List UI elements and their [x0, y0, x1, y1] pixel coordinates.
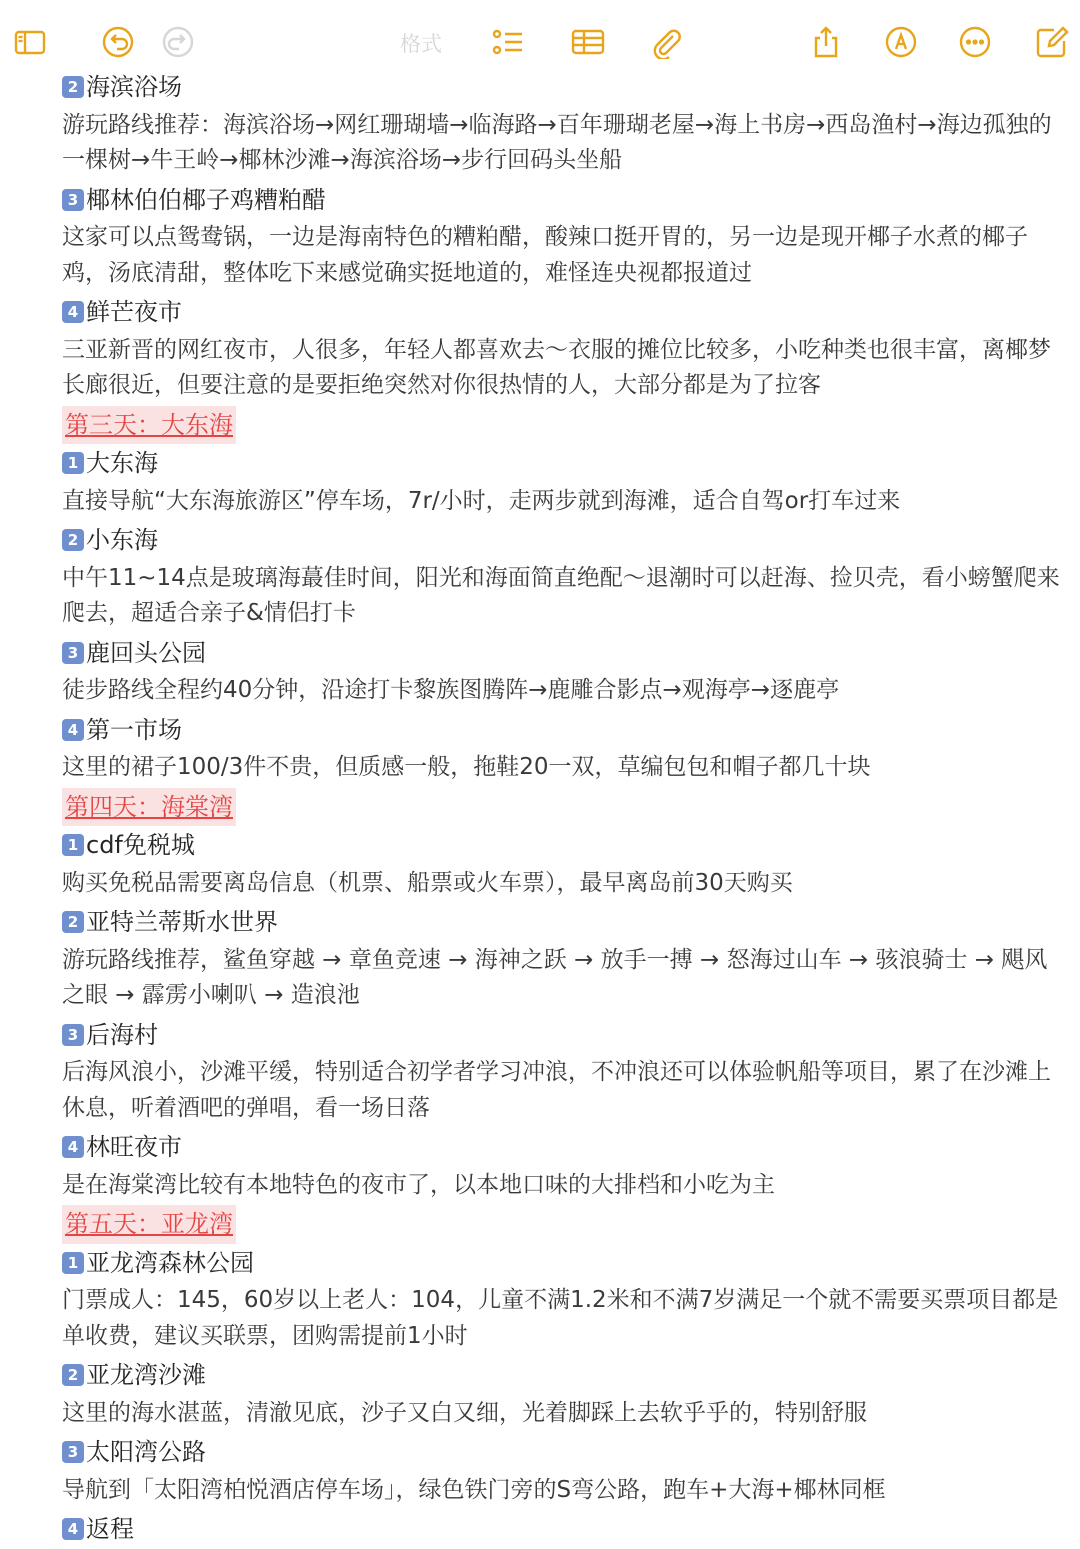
heading-text: cdf免税城: [86, 831, 195, 859]
heading-text: 返程: [86, 1515, 134, 1543]
item-heading: [62, 68, 1062, 107]
day-heading: [62, 1205, 1062, 1244]
attachment-icon[interactable]: [648, 24, 684, 60]
day-heading: [62, 788, 1062, 827]
item-heading: [62, 1356, 1062, 1395]
day-heading-text: 第四天：海棠湾: [62, 788, 236, 827]
paragraph: 是在海棠湾比较有本地特色的夜市了，以本地口味的大排档和小吃为主: [62, 1171, 775, 1198]
heading-text: 亚特兰蒂斯水世界: [86, 908, 278, 936]
day-heading-text: 第三天：大东海: [62, 406, 236, 445]
heading-text: 太阳湾公路: [86, 1438, 206, 1466]
heading-text: 林旺夜市: [86, 1133, 182, 1161]
item-heading: [62, 1244, 1062, 1283]
number-badge: 3: [62, 642, 84, 664]
paragraph: 三亚新晋的网红夜市，人很多，年轻人都喜欢去～衣服的摊位比较多，小吃种类也很丰富，离椰梦长廊很近，但要注意的是要拒绝突然对你很热情的人，大部分都是为了拉客: [62, 336, 1051, 398]
checklist-icon[interactable]: [490, 24, 526, 60]
item-heading: [62, 1128, 1062, 1167]
heading-text: 海滨浴场: [86, 73, 182, 101]
paragraph: 这里的裙子100/3件不贵，但质感一般，拖鞋20一双，草编包包和帽子都几十块: [62, 754, 871, 780]
format-button[interactable]: 格式: [400, 32, 442, 56]
number-badge: 2: [62, 529, 84, 551]
heading-text: 大东海: [86, 449, 158, 477]
heading-text: 鲜芒夜市: [86, 298, 182, 326]
paragraph: 这里的海水湛蓝，清澈见底，沙子又白又细，光着脚踩上去软乎乎的，特别舒服: [62, 1399, 867, 1426]
paragraph: 后海风浪小，沙滩平缓，特别适合初学者学习冲浪，不冲浪还可以体验帆船等项目，累了在沙滩上休息，听着酒吧的弹唱，看一场日落: [62, 1059, 1051, 1121]
heading-text: 亚龙湾沙滩: [86, 1361, 206, 1389]
number-badge: 4: [62, 1518, 84, 1540]
share-icon[interactable]: [808, 24, 844, 60]
note-body[interactable]: [62, 68, 1062, 1549]
heading-text: 后海村: [86, 1020, 158, 1049]
redo-icon[interactable]: [160, 24, 196, 60]
item-heading: [62, 521, 1062, 560]
item-heading: [62, 1016, 1062, 1055]
item-heading: [62, 711, 1062, 750]
number-badge: 1: [62, 452, 84, 474]
number-badge: 4: [62, 719, 84, 741]
paragraph: 徒步路线全程约40分钟，沿途打卡黎族图腾阵→鹿雕合影点→观海亭→逐鹿亭: [62, 677, 840, 703]
paragraph: 游玩路线推荐：海滨浴场→网红珊瑚墙→临海路→百年珊瑚老屋→海上书房→西岛渔村→海边孤独的一棵树→牛王岭→椰林沙滩→海滨浴场→步行回码头坐船: [62, 111, 1052, 173]
number-badge: 4: [62, 301, 84, 323]
paragraph: 购买免税品需要离岛信息（机票、船票或火车票），最早离岛前30天购买: [62, 869, 793, 896]
paragraph: 游玩路线推荐，鲨鱼穿越 → 章鱼竞速 → 海神之跃 → 放手一搏 → 怒海过山车 → 骇浪骑士 → 飓风之眼 → 霹雳小喇叭 → 造浪池: [62, 946, 1048, 1008]
item-heading: [62, 293, 1062, 332]
day-heading-text: 第五天：亚龙湾: [62, 1205, 236, 1244]
number-badge: 1: [62, 1252, 84, 1274]
paragraph: 导航到「太阳湾柏悦酒店停车场」，绿色铁门旁的S弯公路，跑车+大海+椰林同框: [62, 1476, 886, 1503]
item-heading: [62, 826, 1062, 865]
sidebar-icon[interactable]: [12, 24, 48, 60]
paragraph: 门票成人：145，60岁以上老人：104，儿童不满1.2米和不满7岁满足一个就不需要买票项目都是单收费，建议买联票，团购需提前1小时: [62, 1287, 1059, 1349]
table-icon[interactable]: [570, 24, 606, 60]
number-badge: 1: [62, 834, 84, 856]
item-heading: [62, 903, 1062, 942]
heading-text: 椰林伯伯椰子鸡糟粕醋: [86, 185, 326, 214]
number-badge: 2: [62, 1364, 84, 1386]
heading-text: 第一市场: [86, 715, 182, 744]
more-icon[interactable]: [957, 24, 993, 60]
compose-icon[interactable]: [1034, 24, 1070, 60]
number-badge: 4: [62, 1136, 84, 1158]
day-heading: [62, 406, 1062, 445]
item-heading: [62, 1433, 1062, 1472]
item-heading: [62, 634, 1062, 673]
paragraph: 这家可以点鸳鸯锅，一边是海南特色的糟粕醋，酸辣口挺开胃的，另一边是现开椰子水煮的椰子鸡，汤底清甜，整体吃下来感觉确实挺地道的，难怪连央视都报道过: [62, 224, 1028, 286]
markup-icon[interactable]: [883, 24, 919, 60]
number-badge: 3: [62, 1024, 84, 1046]
undo-icon[interactable]: [100, 24, 136, 60]
number-badge: 2: [62, 76, 84, 98]
number-badge: 3: [62, 1441, 84, 1463]
number-badge: 3: [62, 189, 84, 211]
paragraph: 中午11~14点是玻璃海蕞佳时间，阳光和海面简直绝配～退潮时可以赶海、捡贝壳，看小螃蟹爬来爬去，超适合亲子&情侣打卡: [62, 564, 1060, 626]
item-heading: [62, 181, 1062, 220]
number-badge: 2: [62, 911, 84, 933]
heading-text: 亚龙湾森林公园: [86, 1248, 254, 1277]
heading-text: 小东海: [86, 526, 158, 554]
item-heading: [62, 444, 1062, 483]
heading-text: 鹿回头公园: [86, 638, 206, 667]
paragraph: 直接导航“大东海旅游区”停车场，7r/小时，走两步就到海滩，适合自驾or打车过来: [62, 487, 901, 514]
